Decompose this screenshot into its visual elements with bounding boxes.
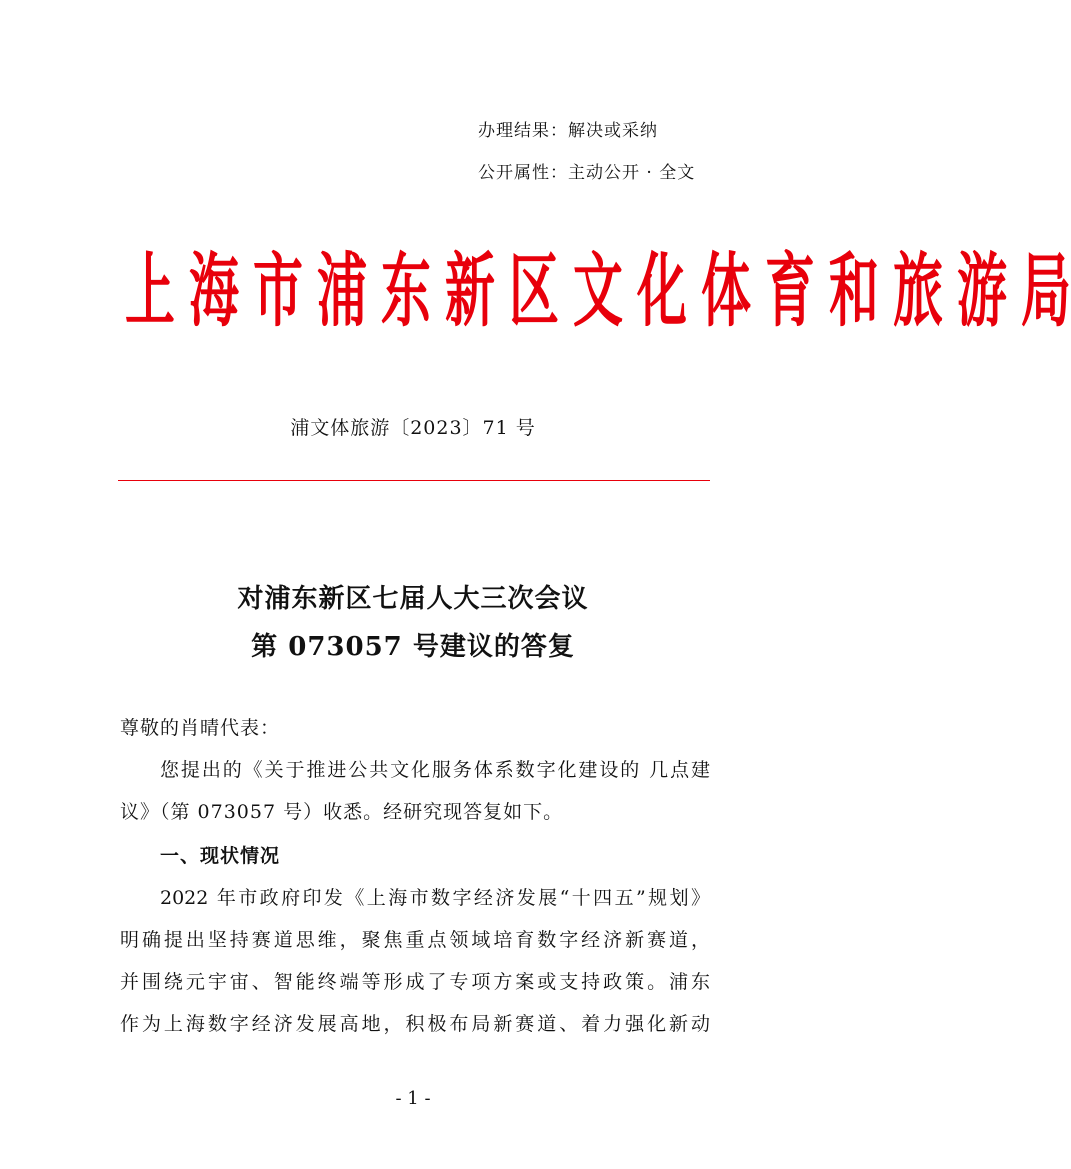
agency-char: 东 bbox=[381, 245, 431, 339]
agency-char: 新 bbox=[445, 245, 495, 339]
agency-char: 浦 bbox=[317, 245, 367, 339]
document-number: 浦文体旅游〔2023〕71 号 bbox=[290, 417, 536, 439]
agency-char: 文 bbox=[573, 245, 623, 339]
body-line: 2022 年市政府印发《上海市数字经济发展“十四五”规划》 bbox=[160, 887, 710, 909]
body-line: 议》（第 073057 号）收悉。经研究现答复如下。 bbox=[120, 801, 564, 823]
agency-char: 市 bbox=[253, 245, 303, 339]
agency-char: 游 bbox=[957, 245, 1007, 339]
agency-char: 和 bbox=[829, 245, 879, 339]
agency-char: 海 bbox=[189, 245, 239, 339]
body-line: 您提出的《关于推进公共文化服务体系数字化建设的 几点建 bbox=[160, 759, 710, 781]
document-title-line1: 对浦东新区七届人大三次会议 bbox=[237, 584, 589, 614]
disclosure-attribute: 公开属性：主动公开 · 全文 bbox=[478, 163, 696, 183]
section-heading: 一、现状情况 bbox=[160, 845, 281, 867]
salutation: 尊敬的肖晴代表： bbox=[120, 717, 281, 739]
agency-char: 化 bbox=[637, 245, 687, 339]
agency-char: 旅 bbox=[893, 245, 943, 339]
agency-char: 区 bbox=[509, 245, 559, 339]
body-line: 并围绕元宇宙、智能终端等形成了专项方案或支持政策。浦东 bbox=[120, 971, 710, 993]
page-number: - 1 - bbox=[395, 1088, 431, 1109]
agency-char: 体 bbox=[701, 245, 751, 339]
agency-char: 局 bbox=[1021, 245, 1071, 339]
body-line: 明确提出坚持赛道思维，聚焦重点领域培育数字经济新赛道， bbox=[120, 929, 710, 951]
agency-char: 育 bbox=[765, 245, 815, 339]
agency-char: 上 bbox=[125, 245, 175, 339]
body-line: 作为上海数字经济发展高地，积极布局新赛道、着力强化新动 bbox=[120, 1013, 710, 1035]
red-divider bbox=[118, 480, 710, 481]
document-title-line2: 第 073057 号建议的答复 bbox=[251, 632, 575, 662]
agency-header bbox=[118, 245, 1071, 339]
handling-result: 办理结果：解决或采纳 bbox=[478, 121, 658, 141]
